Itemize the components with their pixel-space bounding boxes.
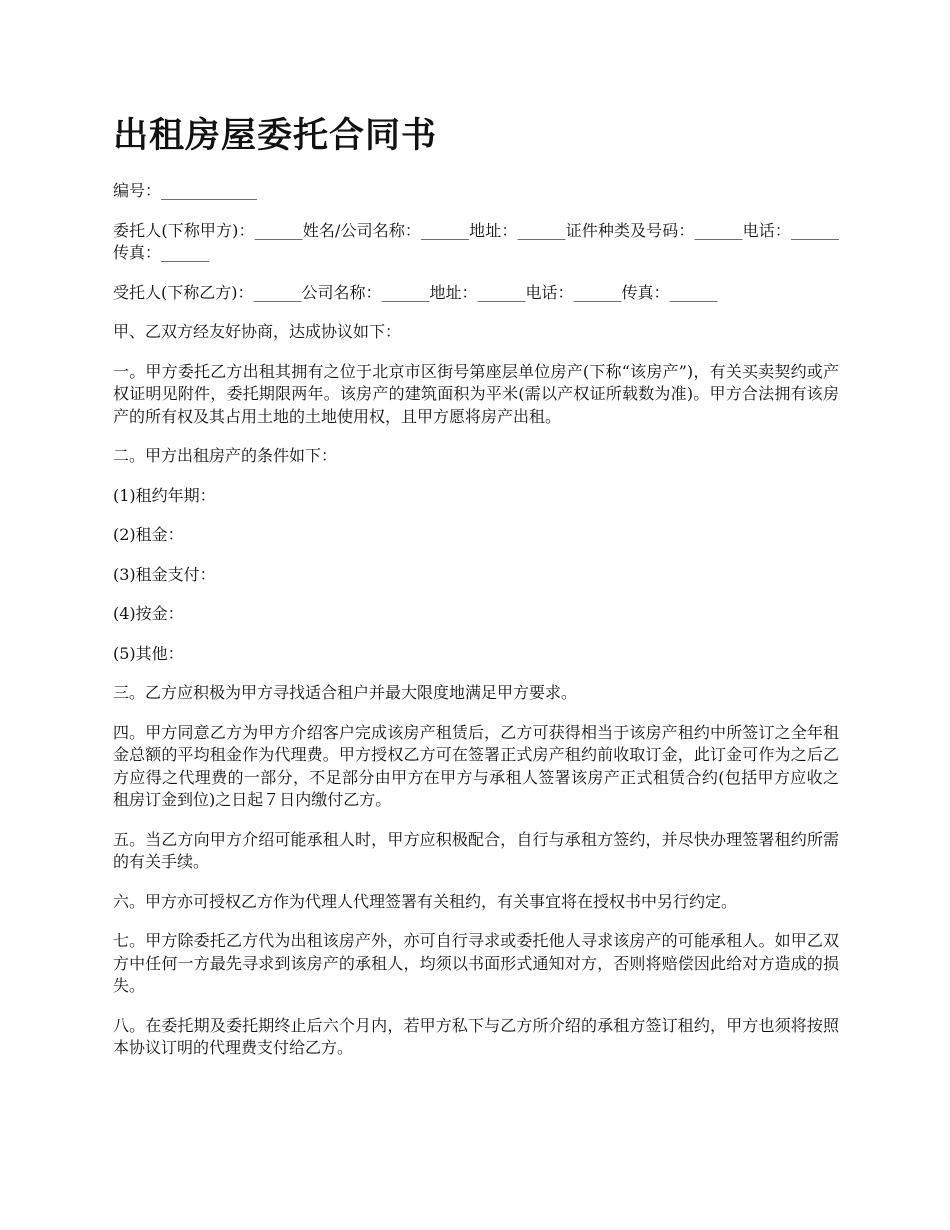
- clause-2: 二。甲方出租房产的条件如下：: [113, 446, 338, 465]
- clause-1: 一。甲方委托乙方出租其拥有之位于北京市区街号第座层单位房产(下称“该房产”)，有关买卖契约或产权证明见附件，委托期限两年。该房产的建筑面积为平米(需以产权证所载数为准)。甲方合法拥有该房产的所有权及其占用土地的土地使用权，且甲方愿将房产出租。: [113, 361, 839, 426]
- clause-6: 六。甲方亦可授权乙方作为代理人代理签署有关租约，有关事宜将在授权书中另行约定。: [113, 891, 738, 911]
- clause-4: 四。甲方同意乙方为甲方介绍客户完成该房产租赁后，乙方可获得相当于该房产租约中所签订之全年租金总额的平均租金作为代理费。甲方授权乙方可在签署正式房产租约前收取订金，此订金可作为之后乙方应得之代理费的一部分，不足部分由甲方在甲方与承租人签署该房产正式租赁合约(包括甲方应收之租房订金到位)之日起７日内缴付乙方。: [113, 722, 839, 809]
- condition-other: (5)其他：: [113, 643, 184, 663]
- contract-number: 编号：____________: [113, 181, 258, 200]
- clause-5: 五。当乙方向甲方介绍可能承租人时，甲方应积极配合，自行与承租方签约，并尽快办理签署租约所需的有关手续。: [113, 829, 839, 871]
- clause-7: 七。甲方除委托乙方代为出租该房产外，亦可自行寻求或委托他人寻求该房产的可能承租人。如甲乙双方中任何一方最先寻求到该房产的承租人，均须以书面形式通知对方，否则将赔偿因此给对方造成的损失。: [113, 931, 839, 995]
- condition-deposit: (4)按金：: [113, 604, 184, 623]
- document-body: [113, 180, 839, 1077]
- clause-3: 三。乙方应积极为甲方寻找适合租户并最大限度地满足甲方要求。: [113, 683, 578, 702]
- agent-info: 受托人(下称乙方)：______公司名称：______地址：______电话：______传真：______: [113, 282, 718, 302]
- condition-lease-term: (1)租约年期：: [113, 485, 216, 505]
- document-title: 出租房屋委托合同书: [113, 115, 438, 156]
- agreement-intro: 甲、乙双方经友好协商，达成协议如下：: [113, 322, 402, 341]
- clause-8: 八。在委托期及委托期终止后六个月内，若甲方私下与乙方所介绍的承租方签订租约，甲方也须将按照本协议订明的代理费支付给乙方。: [113, 1015, 839, 1057]
- condition-rent: (2)租金：: [113, 525, 184, 544]
- principal-info: 委托人(下称甲方)：______姓名/公司名称：______地址：______证件种类及号码：______电话：______传真：______: [113, 220, 839, 262]
- condition-rent-payment: (3)租金支付：: [113, 564, 216, 584]
